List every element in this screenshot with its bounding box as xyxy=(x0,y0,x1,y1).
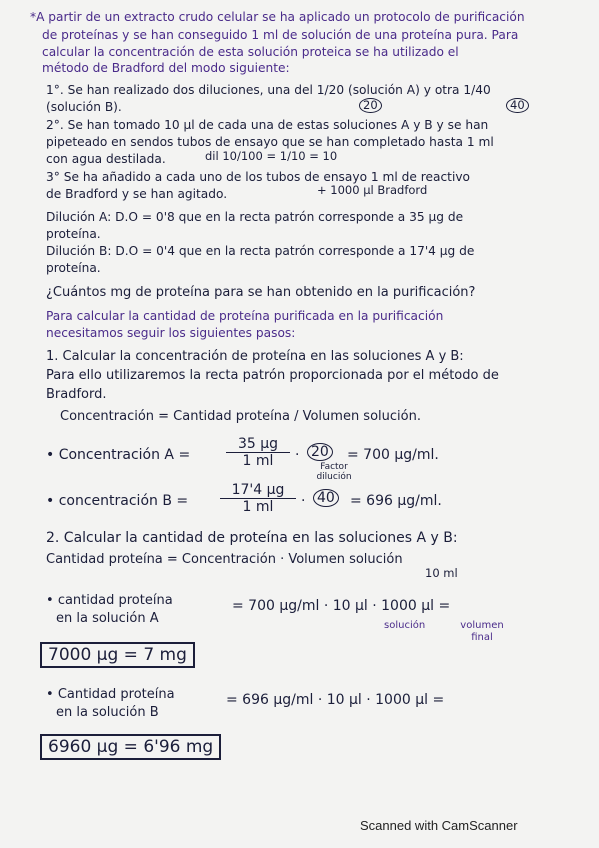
cant-b-result-box: 6960 µg = 6'96 mg xyxy=(40,734,221,760)
conc-a-mult: · xyxy=(295,447,300,463)
intro-line-3: calcular la concentración de esta solución proteica se ha utilizado el xyxy=(42,45,459,59)
conc-a-fraction xyxy=(226,436,290,469)
step2-line-3: con agua destilada. xyxy=(46,152,166,166)
section2-title-line-2: Cantidad proteína = Concentración · Volumen solución xyxy=(46,552,403,567)
question: ¿Cuántos mg de proteína para se han obtenido en la purificación? xyxy=(46,285,476,300)
conc-a-denominator: 1 ml xyxy=(242,453,274,469)
step1-line-1: 1°. Se han realizado dos diluciones, una del 1/20 (solución A) y otra 1/40 xyxy=(46,83,491,97)
conc-b-fraction xyxy=(220,482,296,515)
conc-b-label: • concentración B = xyxy=(46,493,188,509)
section1-title-line-3: Bradford. xyxy=(46,387,107,402)
dilution-b-line-2: proteína. xyxy=(46,261,101,275)
scanner-watermark: Scanned with CamScanner xyxy=(360,818,518,833)
cant-a-label-line-2: en la solución A xyxy=(56,611,159,626)
cant-a-expression: = 700 µg/ml · 10 µl · 1000 µl = xyxy=(232,598,451,614)
cant-b-label-line-1: • Cantidad proteína xyxy=(46,688,175,703)
conc-b-numerator: 17'4 µg xyxy=(220,482,296,499)
intro-line-4: método de Bradford del modo siguiente: xyxy=(42,61,290,75)
conc-b-mult: · xyxy=(301,493,306,509)
factor-dilucion-label: Factor dilución xyxy=(316,462,352,483)
step1-line-2: (solución B). xyxy=(46,100,122,114)
conc-a-label: • Concentración A = xyxy=(46,447,190,463)
dilution-b-line-1: Dilución B: D.O = 0'4 que en la recta patrón corresponde a 17'4 µg de xyxy=(46,244,475,258)
conc-b-result: = 696 µg/ml. xyxy=(350,493,442,509)
conc-b-factor xyxy=(313,489,339,507)
answer-intro-line-1: Para calcular la cantidad de proteína purificada en la purificación xyxy=(46,309,444,323)
circled-factor: 20 xyxy=(307,443,333,461)
section2-title-line-1: 2. Calcular la cantidad de proteína en las soluciones A y B: xyxy=(46,530,458,546)
conc-a-result: = 700 µg/ml. xyxy=(347,447,439,463)
circled-number: 20 xyxy=(359,98,382,113)
step2-annotation: dil 10/100 = 1/10 = 10 xyxy=(205,149,338,163)
conc-a-factor xyxy=(307,443,333,461)
conc-a-numerator: 35 µg xyxy=(226,436,290,453)
circled-20-annotation xyxy=(359,98,382,113)
cant-a-sub-volumen: volumen final xyxy=(460,620,504,643)
step3-annotation: + 1000 µl Bradford xyxy=(317,183,428,197)
answer-intro-line-2: necesitamos seguir los siguientes pasos: xyxy=(46,326,296,340)
cant-a-sub-solucion: solución xyxy=(384,620,426,631)
circled-number: 40 xyxy=(506,98,529,113)
circled-factor: 40 xyxy=(313,489,339,507)
step2-line-2: pipeteado en sendos tubos de ensayo que se han completado hasta 1 ml xyxy=(46,135,494,149)
intro-line-1: *A partir de un extracto crudo celular se ha aplicado un protocolo de purificación xyxy=(30,10,525,24)
cant-b-expression: = 696 µg/ml · 10 µl · 1000 µl = xyxy=(226,692,445,708)
cant-b-label-line-2: en la solución B xyxy=(56,705,159,720)
step3-line-1: 3° Se ha añadido a cada uno de los tubos de ensayo 1 ml de reactivo xyxy=(46,170,471,184)
step2-line-1: 2°. Se han tomado 10 µl de cada una de estas soluciones A y B y se han xyxy=(46,118,489,132)
dilution-a-line-1: Dilución A: D.O = 0'8 que en la recta patrón corresponde a 35 µg de xyxy=(46,210,464,224)
volume-annotation: 10 ml xyxy=(425,566,458,580)
concentration-formula: Concentración = Cantidad proteína / Volumen solución. xyxy=(60,409,421,424)
section1-title-line-1: 1. Calcular la concentración de proteína en las soluciones A y B: xyxy=(46,349,464,364)
cant-a-label-line-1: • cantidad proteína xyxy=(46,594,173,609)
dilution-a-line-2: proteína. xyxy=(46,227,101,241)
intro-line-2: de proteínas y se han conseguido 1 ml de solución de una proteína pura. Para xyxy=(42,28,519,42)
cant-a-result-box: 7000 µg = 7 mg xyxy=(40,642,195,668)
step3-line-2: de Bradford y se han agitado. xyxy=(46,187,228,201)
section1-title-line-2: Para ello utilizaremos la recta patrón proporcionada por el método de xyxy=(46,368,499,383)
circled-40-annotation xyxy=(506,98,529,113)
conc-b-denominator: 1 ml xyxy=(242,499,274,515)
